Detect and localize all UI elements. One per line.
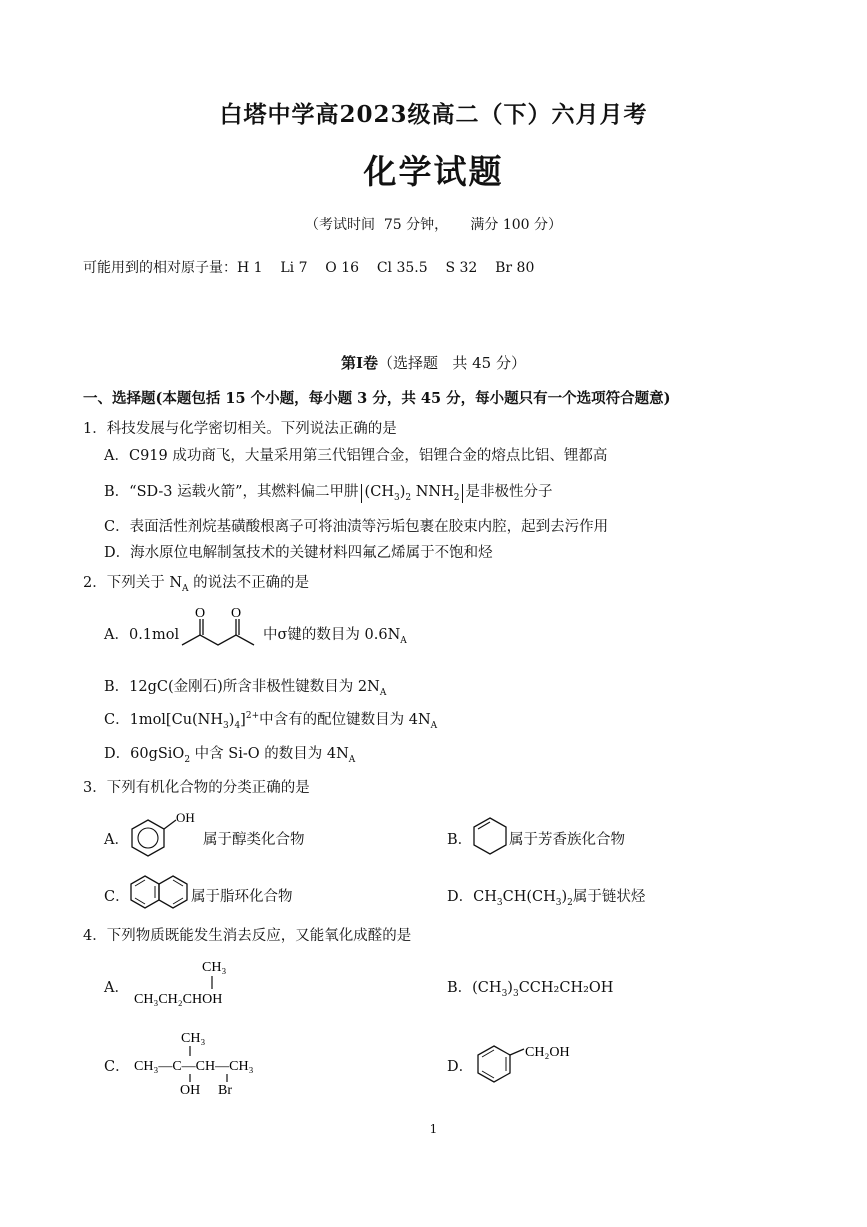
q4-option-d-label: D． <box>447 1059 474 1075</box>
q3-option-c-label: C． <box>104 889 130 905</box>
benzyl-group-label: CH₂OH <box>525 1045 570 1060</box>
q3-option-a-text: 属于醇类化合物 <box>203 832 305 848</box>
q1-option-b-post: 是非极性分子 <box>465 484 553 500</box>
q1-option-b-formula: $(CH_3)_2$ $NNH_2$ <box>361 484 464 503</box>
part-title-rest: （选择题 共 45 分） <box>378 354 526 372</box>
q3-option-b-text: 属于芳香族化合物 <box>509 832 625 848</box>
carbonyl-oxygen-2: O <box>231 606 242 621</box>
q4-c-main-chain: CH₃—C—CH—CH₃ <box>134 1059 254 1074</box>
exam-school-title: 白塔中学高2023级高二（下）六月月考 <box>219 101 648 128</box>
q3-option-a-label: A． <box>104 832 129 848</box>
q4-a-structure-icon <box>132 955 272 1011</box>
q2-option-a-text: 中σ键的数目为 $0.6N_A$ <box>263 627 407 646</box>
q4-a-methyl-label: CH₃ <box>202 960 227 975</box>
q4-c-hydroxyl-label: OH <box>180 1083 201 1098</box>
q3-option-b-label: B． <box>447 832 473 848</box>
q4-c-methyl-label: CH₃ <box>181 1031 206 1046</box>
phenol-structure-icon <box>128 808 200 858</box>
q4-option-b: B．$(CH_3)_3CCH_2CH_2OH$ <box>447 980 614 999</box>
exam-info: （考试时间 75 分钟， 满分 100 分） <box>304 217 563 233</box>
q3-option-d: D．$CH_3CH(CH_3)_2$属于链状烃 <box>447 889 646 908</box>
naphthalene-structure-icon <box>127 872 193 912</box>
benzyl-alcohol-structure-icon <box>474 1040 594 1086</box>
carbonyl-oxygen-1: O <box>195 606 206 621</box>
q3-option-c-text: 属于脂环化合物 <box>191 889 293 905</box>
part-title <box>0 352 867 373</box>
q4-a-main-chain: CH₃CH₂CHOH <box>134 992 223 1007</box>
cyclohexene-structure-icon <box>470 815 510 855</box>
q4-c-bromine-label: Br <box>218 1083 232 1098</box>
q1-option-c: C．表面活性剂烷基磺酸根离子可将油渍等污垢包裹在胶束内腔，起到去污作用 <box>104 519 609 535</box>
page-number: 1 <box>429 1122 438 1136</box>
q2-option-a-label: A．0.1mol <box>104 627 180 643</box>
q1-option-b <box>104 480 552 503</box>
subject-title: 化学试题 <box>363 152 504 191</box>
phenol-hydroxyl-label: OH <box>176 810 195 825</box>
q4-stem: 4．下列物质既能发生消去反应，又能氧化成醛的是 <box>83 928 412 944</box>
atomic-masses-line: 可能用到的相对原子量：H 1 Li 7 O 16 Cl 35.5 S 32 Br 80 <box>83 260 535 276</box>
q2-option-d: D．60gSiO$_2$ 中含 Si-O 的数目为 $4N_A$ <box>104 746 356 765</box>
q1-stem: 1．科技发展与化学密切相关。下列说法正确的是 <box>83 421 397 437</box>
section-heading: 一、选择题(本题包括 15 个小题，每小题 3 分，共 45 分，每小题只有一个选项符合题意) <box>83 390 671 407</box>
q2-option-b: B．12gC(金刚石)所含非极性键数目为 $2N_A$ <box>104 679 387 698</box>
q2-stem: 2．下列关于 $N_A$ 的说法不正确的是 <box>83 575 310 594</box>
part-title-bold: 第Ⅰ卷 <box>341 354 379 372</box>
q1-option-b-pre: B．“SD-3 运载火箭”，其燃料偏二甲肼 <box>104 484 359 500</box>
q1-option-d: D．海水原位电解制氢技术的关键材料四氟乙烯属于不饱和烃 <box>104 545 493 561</box>
q4-option-a-label: A． <box>104 980 129 996</box>
q3-stem: 3．下列有机化合物的分类正确的是 <box>83 780 310 796</box>
acetylacetone-structure-icon <box>178 603 266 653</box>
q4-c-structure-icon <box>132 1026 302 1098</box>
q2-option-c: C．$1mol[Cu(NH_3)_4]^{2+}$中含有的配位键数目为 $4N_A$ <box>104 711 438 731</box>
q4-option-c-label: C． <box>104 1059 130 1075</box>
q1-option-a: A．C919 成功商飞，大量采用第三代铝锂合金，铝锂合金的熔点比铝、锂都高 <box>104 448 608 464</box>
